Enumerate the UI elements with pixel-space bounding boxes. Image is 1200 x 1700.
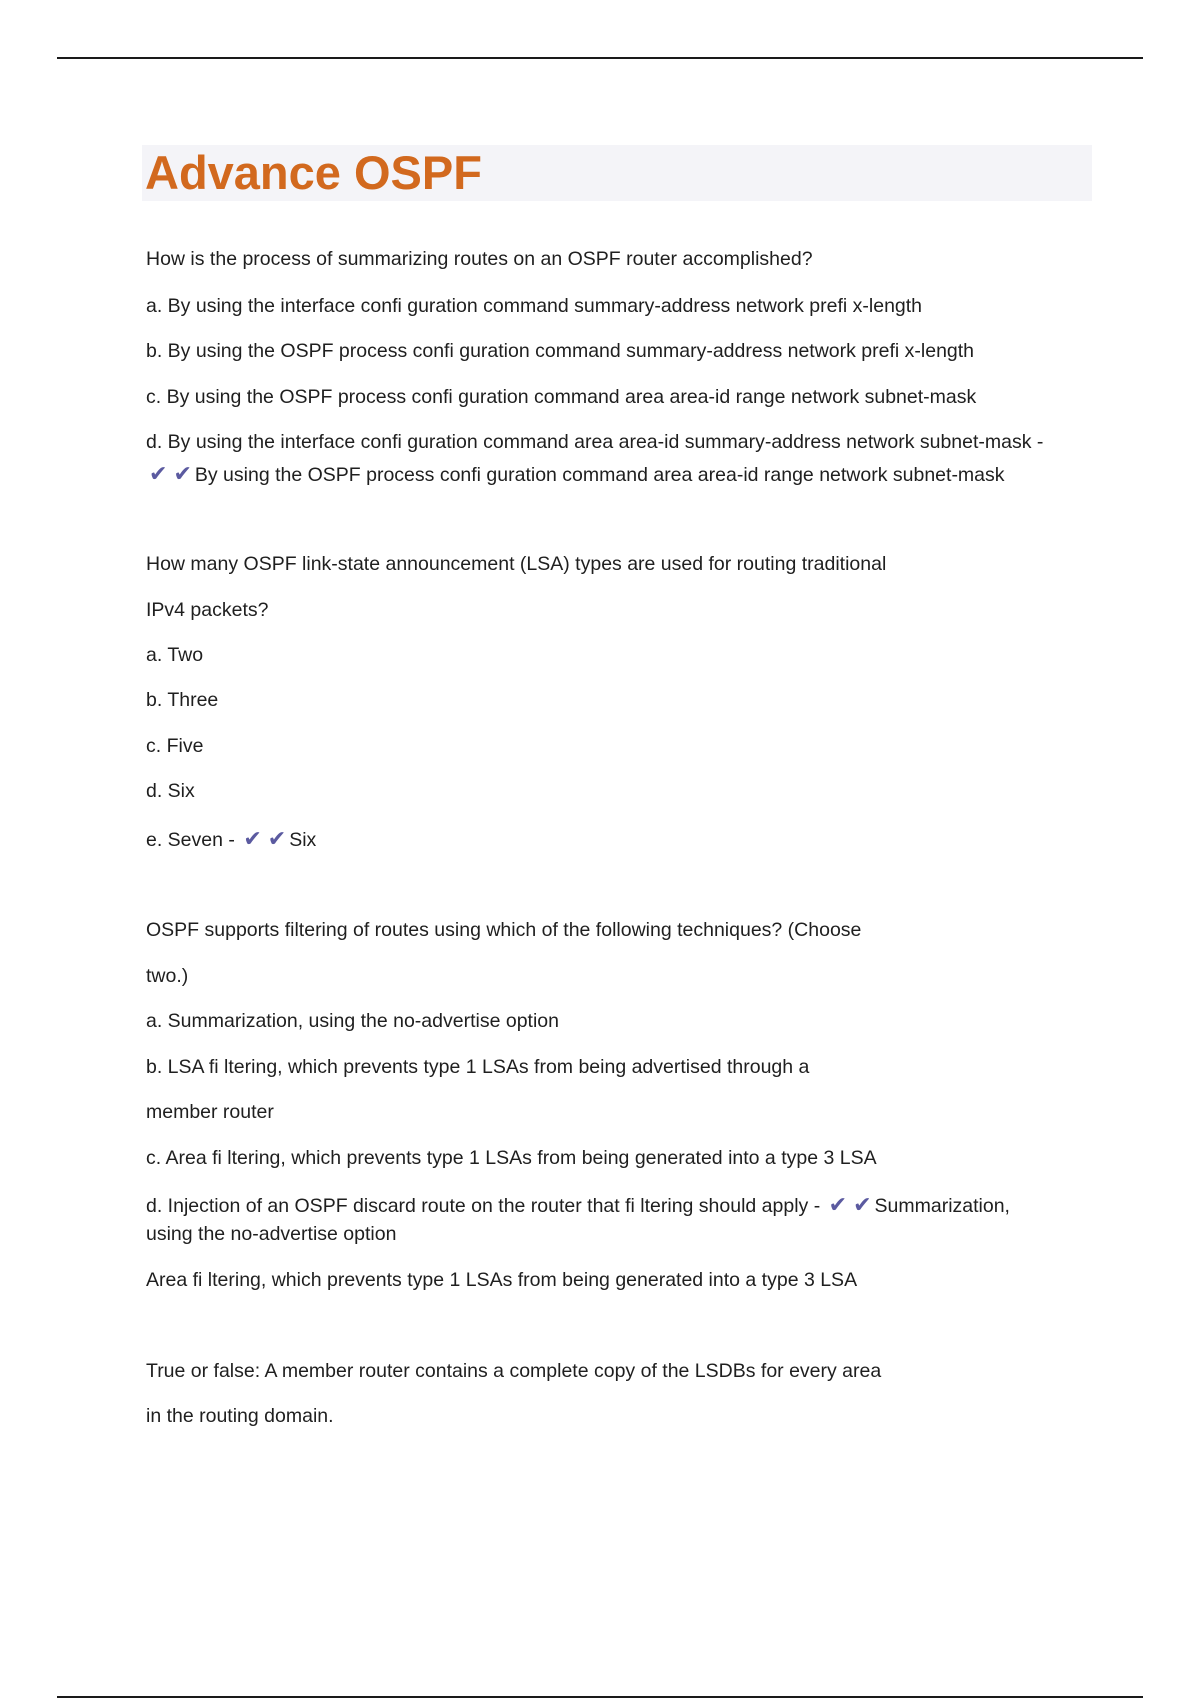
q2-option-a: a. Two xyxy=(146,644,204,666)
q1-answer-line xyxy=(146,461,1005,488)
q2-question-line2: IPv4 packets? xyxy=(146,599,269,621)
q1-answer: By using the OSPF process confi guration command area area-id range network subnet-mask xyxy=(194,464,1005,486)
q2-question-line1: How many OSPF link-state announcement (LSA) types are used for routing traditional xyxy=(146,553,887,575)
top-rule xyxy=(57,57,1143,59)
check-icon: ✔ xyxy=(149,461,168,486)
q2-option-e-line xyxy=(146,826,316,853)
q4-question-line2: in the routing domain. xyxy=(146,1405,334,1427)
q3-option-a: a. Summarization, using the no-advertise option xyxy=(146,1010,559,1032)
q2-option-e: e. Seven - xyxy=(146,829,235,851)
q2-option-d: d. Six xyxy=(146,780,195,802)
q3-option-b-line1: b. LSA fi ltering, which prevents type 1 LSAs from being advertised through a xyxy=(146,1056,810,1078)
q1-option-d: d. By using the interface confi guration command area area-id summary-address network subnet-mask - xyxy=(146,431,1044,453)
check-icon: ✔ xyxy=(267,826,287,851)
q2-option-b: b. Three xyxy=(146,689,219,711)
q3-answer-line1: Summarization, xyxy=(874,1195,1010,1217)
q3-question-line1: OSPF supports filtering of routes using which of the following techniques? (Choose xyxy=(146,919,862,941)
page-title: Advance OSPF xyxy=(145,146,482,199)
q1-option-b: b. By using the OSPF process confi guration command summary-address network prefi x-length xyxy=(146,340,975,362)
q1-option-a: a. By using the interface confi guration command summary-address network prefi x-length xyxy=(146,295,923,317)
check-icon: ✔ xyxy=(828,1192,848,1217)
check-icon: ✔ xyxy=(173,461,192,486)
q3-option-d-line xyxy=(146,1192,1010,1219)
q3-question-line2: two.) xyxy=(146,965,189,987)
check-icon: ✔ xyxy=(243,826,262,851)
q2-option-c: c. Five xyxy=(146,735,204,757)
q3-option-d: d. Injection of an OSPF discard route on the router that fi ltering should apply - xyxy=(146,1195,821,1217)
check-icon: ✔ xyxy=(853,1192,872,1217)
q4-question-line1: True or false: A member router contains a complete copy of the LSDBs for every area xyxy=(146,1360,882,1382)
q2-answer: Six xyxy=(289,829,317,851)
q3-option-c: c. Area fi ltering, which prevents type 1 LSAs from being generated into a type 3 LSA xyxy=(146,1147,877,1169)
q3-option-b-line2: member router xyxy=(146,1101,274,1123)
q1-question: How is the process of summarizing routes on an OSPF router accomplished? xyxy=(146,248,813,270)
bottom-rule xyxy=(57,1696,1143,1698)
q3-answer-line2: using the no-advertise option xyxy=(146,1223,397,1245)
q3-answer-line3: Area fi ltering, which prevents type 1 LSAs from being generated into a type 3 LSA xyxy=(146,1269,858,1291)
q1-option-c: c. By using the OSPF process confi guration command area area-id range network subnet-mask xyxy=(146,386,977,408)
